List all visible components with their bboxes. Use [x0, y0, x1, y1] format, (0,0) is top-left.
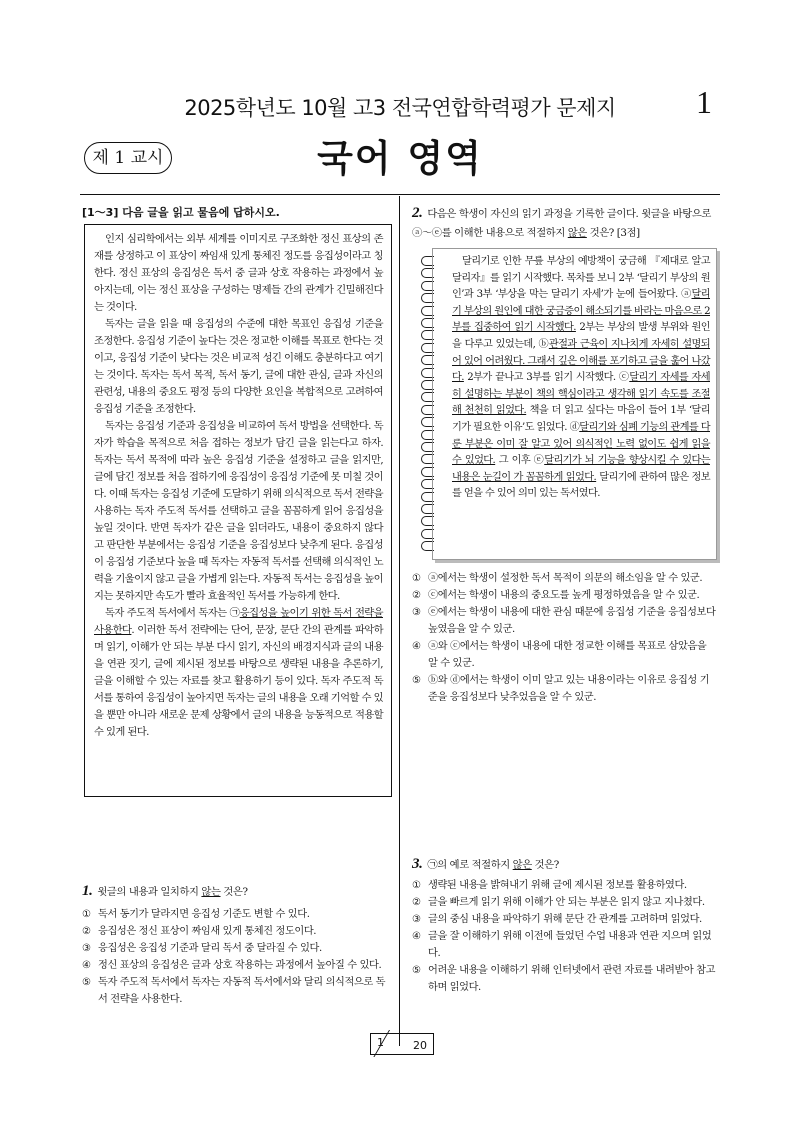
page-counter: [370, 1033, 434, 1055]
passage-text: . 이러한 독서 전략에는 단어, 문장, 문단 간의 관계를 파악하며 읽기, 이해가 안 되는 부분 다시 읽기, 자신의 배경지식과 글의 내용을 연관 짓기, 글에 제시된 정보를 바탕으로 생략된 내용을 추론하기, 글을 이해할 수 있는 자료를 찾고 활용하기 등이 있다. 독자 주도적 독서를 통하여 응집성이 높아지면 독자는 글의 내용을 오래 기억할 수 있을 뿐만 아니라 새로운 문제 상황에서 글의 내용을 능동적으로 적용할 수 있게 된다.: [94, 624, 383, 738]
memo-segment: 달리기에 관하여 많은 정보를 얻을 수 있어 의미 있는 독서였다.: [452, 471, 710, 500]
choice-option[interactable]: [412, 672, 717, 706]
choice-number: ④: [82, 960, 91, 971]
memo-segment: 그 이후 ⓔ: [495, 455, 545, 467]
choice-option[interactable]: [82, 940, 394, 957]
choice-option[interactable]: [412, 911, 717, 928]
page-number: 1: [696, 84, 712, 120]
choice-text: 응집성은 정신 표상이 짜임새 있게 통체진 정도이다.: [98, 926, 317, 937]
choice-text: 독자 주도적 독서에서 독자는 자동적 독서에서와 달리 의식적으로 독서 전략을 사용한다.: [98, 977, 386, 1005]
question-stem: [82, 882, 394, 902]
question-1: [82, 882, 394, 1008]
period-badge: 제 1 교시: [84, 142, 172, 174]
choice-number: ③: [412, 607, 421, 618]
passage-text: 독자 주도적 독서에서 독자는 ㉠: [105, 607, 240, 619]
choice-number: ②: [412, 897, 421, 908]
stem-text: 것은?: [220, 886, 248, 898]
choice-text: 응집성은 응집성 기준과 달리 독서 중 달라질 수 있다.: [98, 943, 322, 954]
memo-text: [452, 254, 710, 503]
choice-option[interactable]: [412, 928, 717, 962]
memo-segment: 달리기로 인한 무릎 부상의 예방책이 궁금해 『제대로 알고 달리자』를 읽기 시작했다. 목차를 보니 2부 ‘달리기 부상의 원인’과 3부 ‘부상을 막는 달리기 자세’가 눈에 들어왔다. ⓐ: [452, 256, 710, 301]
passage-paragraph-3: 독자는 응집성 기준과 응집성을 비교하여 독서 방법을 선택한다. 독자가 학습을 목적으로 처음 접하는 정보가 담긴 글을 읽는다고 하자. 독자는 독서 목적에 따라 높은 응집성 기준을 설정하고 글을 읽지만, 글에 담긴 정보를 처음 접하기에 응집성이 응집성 기준에 못 미칠 것이다. 이때 독자는 응집성 기준에 도달하기 위해 의식적으로 독서 전략을 사용하는 독자 주도적 독서를 선택하고 글을 꼼꼼하게 읽어 응집성을 높일 것이다. 반면 독자가 같은 글을 읽더라도, 내용이 중요하지 않다고 판단한 부분에서는 응집성 기준을 응집성보다 낮추게 된다. 응집성이 응집성 기준보다 높을 때 독자는 자동적 독서를 선택해 의식적인 노력을 기울이지 않고 글을 가볍게 읽는다. 자동적 독서는 응집성을 높이지는 못하지만 속도가 빨라 효율적인 독서를 가능하게 한다.: [94, 420, 383, 602]
question-number: 2.: [412, 205, 423, 221]
passage-paragraph-2: 독자는 글을 읽을 때 응집성의 수준에 대한 목표인 응집성 기준을 조정한다. 응집성 기준이 높다는 것은 정교한 이해를 목표로 한다는 것이고, 응집성 기준이 낮다는 것은 비교적 성긴 이해도 충분하다고 여기는 것이다. 독자는 독서 목적, 독서 동기, 글에 대한 관심, 글과 자신의 관련성, 내용의 중요도 평정 등의 다양한 요인을 복합적으로 고려하여 응집성 기준을 조정한다.: [94, 318, 383, 415]
choice-text: 글을 잘 이해하기 위해 이전에 들었던 수업 내용과 연관 지으며 읽었다.: [428, 931, 712, 959]
memo-segment: 2부는 부상의 발생 부위와 원인을 다루고 있었는데, ⓑ: [452, 322, 710, 350]
choice-option[interactable]: [412, 638, 717, 672]
passage-paragraph-1: 인지 심리학에서는 외부 세계를 이미지로 구조화한 정신 표상의 존재를 상정하고 이 표상이 짜임새 있게 통체진 정도를 응집성이라고 칭한다. 정신 표상의 응집성은 독서 중 글과 상호 작용하는 과정에서 높아지는데, 이는 정신 표상을 구성하는 명제들 간의 관계가 긴밀해진다는 것이다.: [94, 233, 383, 313]
choice-option[interactable]: [412, 587, 717, 604]
choice-option[interactable]: [82, 957, 394, 974]
choice-option[interactable]: [412, 894, 717, 911]
choice-text: 정신 표상의 응집성은 글과 상호 작용하는 과정에서 높아질 수 있다.: [98, 960, 382, 971]
memo-underlined-d: 달리기와 심폐 기능의 관계를 다룬 부분은 이미 잘 알고 있어 의식적인 노력 없이도 쉽게 읽을 수 있었다.: [452, 421, 710, 467]
choice-number: ①: [412, 880, 421, 891]
choice-option[interactable]: [82, 906, 394, 923]
choice-text: 글을 빠르게 읽기 위해 이해가 안 되는 부분은 읽지 않고 지나쳤다.: [428, 897, 705, 908]
choice-text: 독서 동기가 달라지면 응집성 기준도 변할 수 있다.: [98, 909, 310, 920]
question-number: 1.: [82, 883, 93, 899]
choice-option[interactable]: [412, 570, 717, 587]
stem-text: 것은?: [531, 859, 559, 871]
memo-segment: 책을 더 읽고 싶다는 마음이 들어 1부 ‘달리기가 필요한 이유’도 읽었다. ⓓ: [452, 405, 710, 433]
question-number: 3.: [412, 856, 423, 872]
exam-title: 2025학년도 10월 고3 전국연합학력평가 문제지: [184, 96, 616, 120]
memo-underlined-c: 달리기 자세를 자세히 설명하는 부분이 책의 핵심이라고 생각해 읽기 속도를 조절해 천천히 읽었다.: [452, 372, 710, 417]
subject-title: 국어 영역: [317, 137, 483, 180]
choice-text: ⓔ에서는 학생이 내용에 대한 관심 때문에 응집성 기준을 응집성보다 높였음을 알 수 있군.: [428, 607, 716, 635]
stem-emphasis: 않은: [567, 227, 587, 239]
slash-divider: [373, 1030, 416, 1057]
question-3: [412, 855, 717, 996]
underlined-target-text: 응집성을 높이기 위한 독서 전략을 사용한다: [94, 607, 383, 636]
memo-segment: 2부가 끝나고 3부를 읽기 시작했다. ⓒ: [463, 372, 630, 384]
choice-text: ⓑ와 ⓓ에서는 학생이 이미 알고 있는 내용이라는 이유로 응집성 기준을 응집성보다 낮추었음을 알 수 있군.: [428, 675, 710, 703]
choice-number: ②: [412, 590, 421, 601]
choice-number: ③: [82, 943, 91, 954]
question-stem: [412, 204, 717, 243]
choice-option[interactable]: [82, 923, 394, 940]
choice-option[interactable]: [412, 962, 717, 996]
choice-number: ②: [82, 926, 91, 937]
choice-text: ⓐ와 ⓒ에서는 학생이 내용에 대한 정교한 이해를 목표로 삼았음을 알 수 있군.: [428, 641, 707, 669]
current-page: 1: [377, 1036, 384, 1049]
choice-number: ①: [412, 573, 421, 584]
stem-text: ㉠의 예로 적절하지: [427, 859, 513, 871]
choice-text: 글의 중심 내용을 파악하기 위해 문단 간 관계를 고려하며 읽었다.: [428, 914, 702, 925]
reading-passage: [84, 224, 392, 797]
choice-text: 생략된 내용을 밝혀내기 위해 글에 제시된 정보를 활용하였다.: [428, 880, 687, 891]
choice-list: [412, 877, 717, 996]
reading-log-memo: [432, 248, 717, 560]
choice-option[interactable]: [82, 974, 394, 1008]
choice-text: ⓐ에서는 학생이 설정한 독서 목적이 의문의 해소임을 알 수 있군.: [428, 573, 703, 584]
choice-number: ④: [412, 931, 421, 942]
choice-list: [412, 570, 717, 706]
stem-text: 윗글의 내용과 일치하지: [97, 886, 202, 898]
choice-number: ③: [412, 914, 421, 925]
question-2: [412, 204, 717, 243]
choice-number: ⑤: [412, 965, 421, 976]
stem-emphasis: 않는: [201, 886, 221, 898]
choice-option[interactable]: [412, 604, 717, 638]
memo-underlined-e: 달리기가 뇌 기능을 향상시킬 수 있다는 내용은 눈길이 가 꼼꼼하게 읽었다.: [452, 455, 710, 483]
passage-instruction: [1～3] 다음 글을 읽고 물음에 답하시오.: [82, 206, 280, 219]
choice-number: ⑤: [412, 675, 421, 686]
passage-paragraph-4: [94, 605, 383, 741]
stem-emphasis: 않은: [512, 859, 532, 871]
choice-number: ⑤: [82, 977, 91, 988]
choice-number: ①: [82, 909, 91, 920]
memo-underlined-a: 달리기 부상의 원인에 대한 궁금증이 해소되기를 바라는 마음으로 2부를 집중하여 읽기 시작했다.: [452, 289, 711, 334]
choice-list: [82, 906, 394, 1008]
choice-option[interactable]: [412, 877, 717, 894]
choice-text: ⓒ에서는 학생이 내용의 중요도를 높게 평정하였음을 알 수 있군.: [428, 590, 700, 601]
choice-text: 어려운 내용을 이해하기 위해 인터넷에서 관련 자료를 내려받아 참고하며 읽었다.: [428, 965, 716, 993]
stem-text: 다음은 학생이 자신의 읽기 과정을 기록한 글이다. 윗글을 바탕으로 ⓐ～ⓔ를 이해한 내용으로 적절하지: [412, 208, 711, 239]
column-divider: [399, 196, 400, 1046]
choice-number: ④: [412, 641, 421, 652]
header-divider: [80, 194, 720, 195]
question-stem: [412, 855, 717, 875]
total-pages: 20: [413, 1039, 427, 1052]
memo-underlined-b: 관절과 근육이 지나치게 자세히 설명되어 있어 어려웠다. 그래서 깊은 이해를 포기하고 글을 훑어 나갔다.: [452, 338, 710, 384]
stem-text: 것은? [3점]: [586, 227, 640, 239]
